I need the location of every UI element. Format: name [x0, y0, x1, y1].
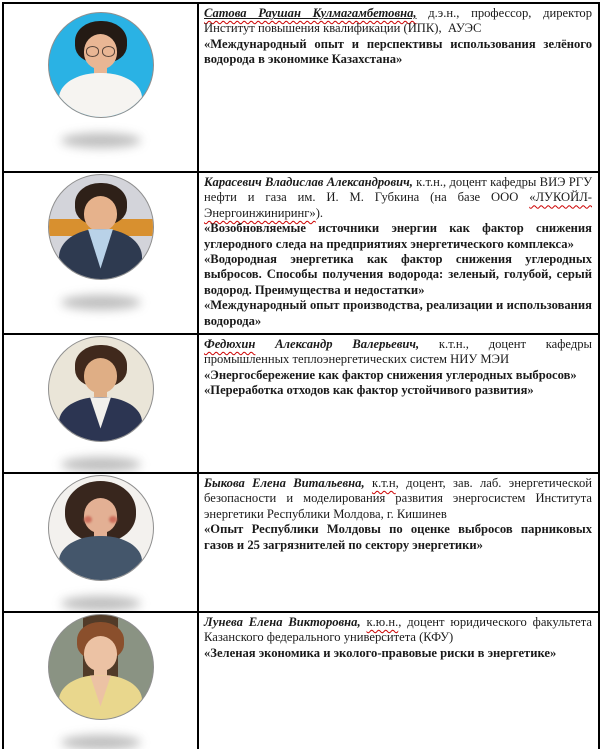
portrait-circle: [48, 12, 154, 118]
talk-topic: «Опыт Республики Молдовы по оценке выбросов парниковых газов и 25 загрязнителей по сектору энергетики»: [204, 522, 592, 552]
talk-topic: «Энергосбережение как фактор снижения углеродных выбросов»: [204, 367, 577, 382]
talk-topic: «Международный опыт и перспективы использования зелёного водорода в экономике Казахстана»: [204, 36, 592, 67]
speaker-name: [204, 337, 419, 351]
photo-cell: [3, 172, 198, 334]
portrait-photo: [4, 173, 197, 310]
talk-topic: «Возобновляемые источники энергии как фактор снижения углеродного следа на предприятиях энергетического комплекса»: [204, 221, 592, 251]
speaker-intro: [204, 175, 592, 221]
speaker-name-rest: Александр Валерьевич,: [255, 337, 420, 351]
portrait-circle: [48, 336, 154, 442]
misspelled-word: «ЛУКОЙЛ-Энергоинжиниринг»: [204, 190, 592, 220]
portrait-photo: [4, 4, 197, 148]
photo-cell: [3, 612, 198, 749]
photo-shadow: [61, 457, 141, 472]
speaker-row: [3, 3, 599, 172]
photo-shadow: [61, 735, 141, 749]
portrait-circle: [48, 614, 154, 720]
avatar-body: [59, 73, 142, 118]
speaker-credentials: , доцент, зав. лаб. энергетической безопасности и моделирования развития энергосистем Института энергетики Республики Молдова, г. Кишинев: [204, 476, 592, 521]
misspelled-word: к.ю.н.: [366, 615, 399, 629]
speaker-intro: [204, 615, 592, 646]
talk-topic: «Зеленая экономика и эколого-правовые риски в энергетике»: [204, 645, 557, 660]
glasses-icon: [85, 46, 116, 54]
speaker-intro: [204, 6, 592, 37]
speakers-table: [2, 2, 600, 749]
misspelled-word: Сатова Раушан Кулмагамбетовна,: [204, 6, 417, 20]
photo-cell: [3, 334, 198, 473]
speaker-info-cell: [198, 172, 599, 334]
portrait-photo: [4, 474, 197, 611]
speaker-credentials: к.т.н., доцент кафедры промышленных теплоэнергетических систем НИУ МЭИ: [204, 337, 593, 367]
talk-topic: «Международный опыт производства, реализации и использования водорода»: [204, 298, 592, 328]
speaker-row: [3, 473, 599, 612]
photo-shadow: [61, 596, 141, 611]
speaker-intro: [204, 337, 592, 368]
talk-topic: «Водородная энергетика как фактор снижения углеродных выбросов. Способы получения водорода: зеленый, голубой, серый водород. Преимущества и недостатки»: [204, 252, 592, 297]
speaker-row: [3, 334, 599, 473]
speaker-credentials-end: ).: [315, 205, 324, 220]
photo-shadow: [61, 133, 141, 148]
portrait-circle: [48, 475, 154, 581]
portrait-photo: [4, 613, 197, 749]
speaker-row: [3, 612, 599, 749]
portrait-photo: [4, 335, 197, 472]
speaker-intro: [204, 476, 592, 522]
speaker-name: Карасевич Владислав Александрович,: [204, 175, 413, 189]
speaker-credentials: д.э.н., профессор, директор Институт повышения квалификации (ИПК), АУЭС: [204, 6, 593, 36]
speaker-name: Лунева Елена Викторовна,: [204, 615, 361, 629]
photo-shadow: [61, 295, 141, 310]
speaker-name: Быкова Елена Витальевна,: [204, 476, 365, 490]
portrait-circle: [48, 174, 154, 280]
speaker-info-cell: [198, 334, 599, 473]
speaker-credentials: к.т.н., доцент кафедры ВИЭ РГУ нефти и газа им. И. М. Губкина (на базе ООО: [204, 175, 593, 205]
speaker-name: [204, 6, 417, 20]
speaker-info-cell: [198, 473, 599, 612]
talk-topic: «Переработка отходов как фактор устойчивого развития»: [204, 383, 534, 398]
spacer-text: [365, 476, 372, 490]
misspelled-word: к.т.н: [371, 476, 396, 490]
speaker-row: [3, 172, 599, 334]
speaker-info-cell: [198, 3, 599, 172]
photo-cell: [3, 473, 198, 612]
speaker-credentials: , доцент юридического факультета Казанского федерального университета (КФУ): [204, 615, 592, 645]
misspelled-word: Федюхин: [204, 337, 256, 351]
avatar-body: [59, 536, 142, 581]
photo-cell: [3, 3, 198, 172]
speaker-info-cell: [198, 612, 599, 749]
